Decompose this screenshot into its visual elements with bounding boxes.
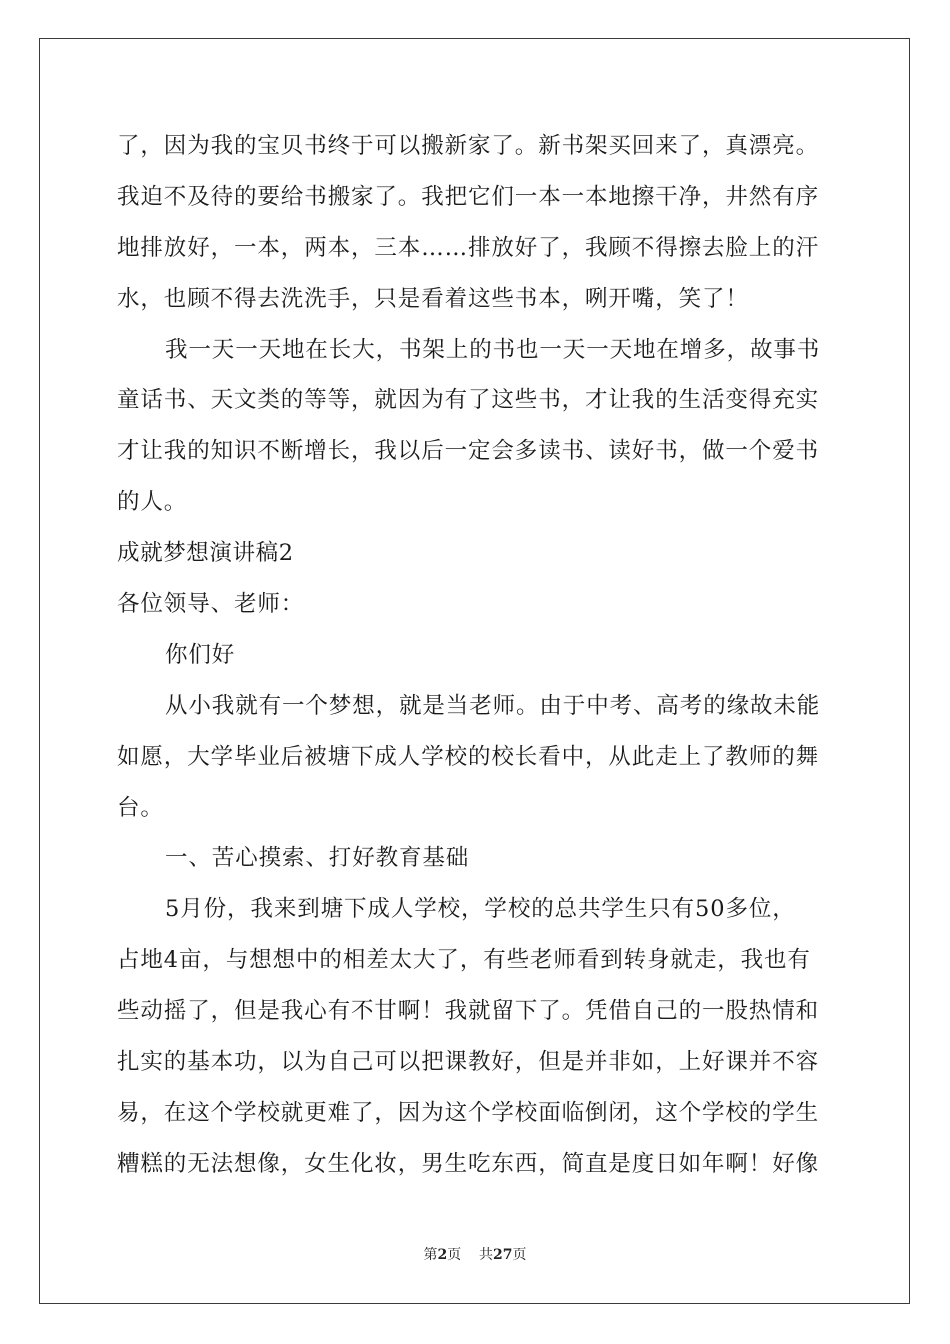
text-line: 地排放好，一本，两本，三本……排放好了，我顾不得擦去脸上的汗 [117, 234, 820, 261]
page-suffix: 页 [447, 1247, 462, 1263]
text-line: 如愿，大学毕业后被塘下成人学校的校长看中，从此走上了教师的舞 [117, 743, 820, 770]
text-line: 易，在这个学校就更难了，因为这个学校面临倒闭，这个学校的学生 [117, 1099, 820, 1126]
total-prefix: 共 [479, 1247, 494, 1263]
page-prefix: 第 [423, 1247, 438, 1263]
text-line: 我迫不及待的要给书搬家了。我把它们一本一本地擦干净，井然有序 [117, 183, 820, 210]
text-line: 童话书、天文类的等等，就因为有了这些书，才让我的生活变得充实 [117, 387, 820, 414]
paragraph-start-line: 我一天一天地在长大，书架上的书也一天一天地在增多，故事书 [165, 336, 821, 363]
page-number: 2 [437, 1247, 448, 1263]
paragraph-start-line: 从小我就有一个梦想，就是当老师。由于中考、高考的缘故未能 [165, 692, 821, 719]
text-line: 糟糕的无法想像，女生化妆，男生吃东西，简直是度日如年啊！好像 [117, 1150, 820, 1177]
page-footer [0, 1245, 950, 1265]
greeting: 你们好 [165, 641, 236, 668]
paragraph-start-line: 5月份，我来到塘下成人学校，学校的总共学生只有50多位， [165, 896, 796, 923]
text-line: 占地4亩，与想想中的相差太大了，有些老师看到转身就走，我也有 [117, 947, 811, 974]
text-line: 扎实的基本功，以为自己可以把课教好，但是并非如，上好课并不容 [117, 1049, 820, 1076]
text-line: 些动摇了，但是我心有不甘啊！我就留下了。凭借自己的一股热情和 [117, 998, 820, 1025]
section-title: 成就梦想演讲稿2 [117, 540, 294, 567]
text-line: 的人。 [117, 489, 188, 516]
text-line: 了，因为我的宝贝书终于可以搬新家了。新书架买回来了，真漂亮。 [117, 133, 820, 159]
document-body [117, 128, 833, 1197]
text-line: 台。 [117, 794, 164, 821]
salutation: 各位领导、老师： [117, 591, 305, 618]
text-line: 水，也顾不得去洗洗手，只是看着这些书本，咧开嘴，笑了！ [117, 285, 749, 312]
text-line: 才让我的知识不断增长，我以后一定会多读书、读好书，做一个爱书 [117, 438, 820, 465]
total-suffix: 页 [512, 1247, 527, 1263]
subheading: 一、苦心摸索、打好教育基础 [165, 845, 470, 872]
total-pages: 27 [493, 1247, 513, 1263]
